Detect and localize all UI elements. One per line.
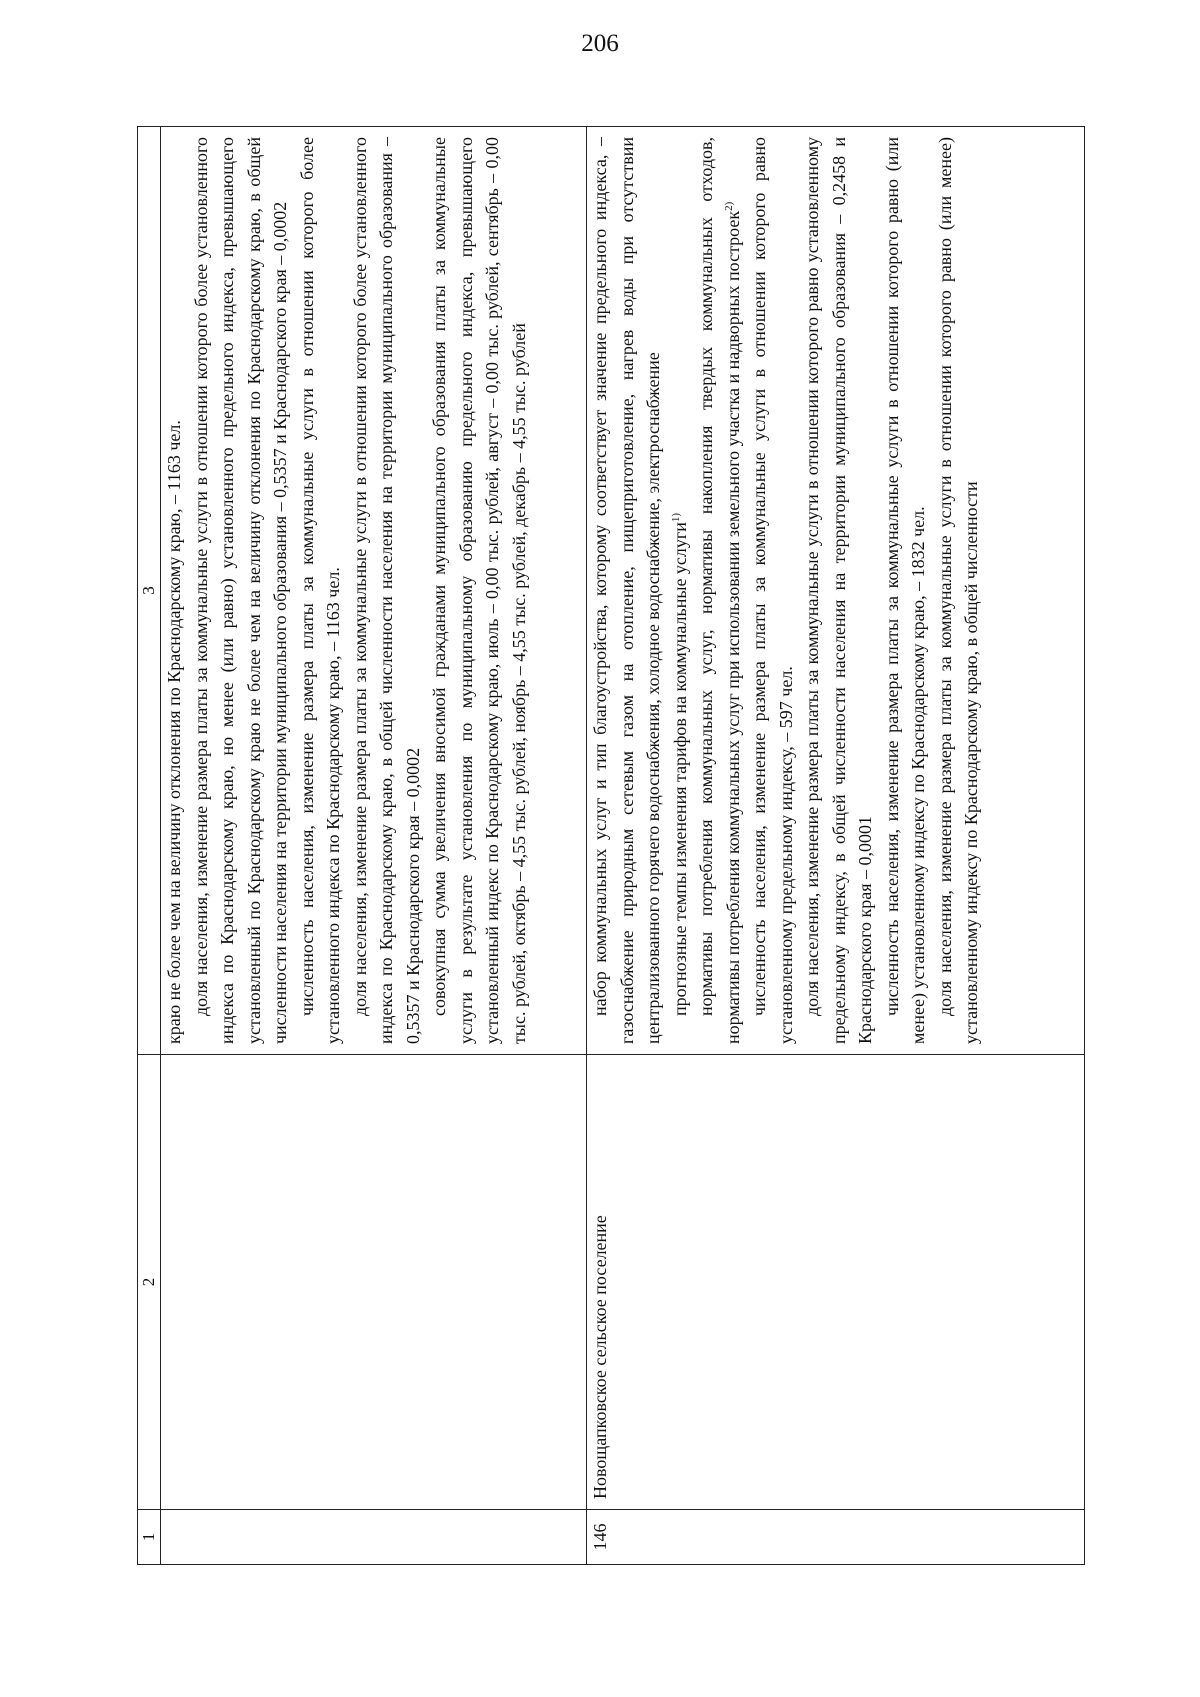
column-header-1: 1 (138, 1510, 161, 1565)
detail-paragraph: численность населения, изменение размера платы за коммунальные услуги в отношении которого более установленного индекса по Краснодарскому краю, – 1163 чел. (296, 137, 343, 1044)
detail-paragraph: набор коммунальных услуг и тип благоустройства, которому соответствует значение предельного индекса, – газоснабжение природным сетевым газом на отопление, пищеприготовление, нагрев воды при отсутствии централизованного горячего водоснабжения, холодное водоснабжение, электроснабжение (590, 137, 663, 1044)
table-header-row (138, 127, 161, 1565)
row-number-cell (161, 1510, 587, 1565)
table-row (161, 127, 587, 1565)
column-header-2: 2 (138, 1055, 161, 1510)
column-header-3: 3 (138, 127, 161, 1055)
detail-paragraph: краю не более чем на величину отклонения по Краснодарскому краю, – 1163 чел. (164, 420, 184, 1044)
detail-paragraph (667, 137, 694, 1044)
detail-paragraph: численность населения, изменение размера платы за коммунальные услуги в отношении которого равно (или менее) установленному индексу по Краснодарскому краю, – 1832 чел. (881, 137, 928, 1044)
table-row (587, 127, 1085, 1565)
municipality-name-cell (161, 1055, 587, 1510)
detail-paragraph: доля населения, изменение размера платы за коммунальные услуги в отношении которого более установленного индекса по Краснодарскому краю, в общей численности населения на территории муниципального образования – 0,5357 и Краснодарского края – 0,0002 (349, 137, 423, 1044)
rotated-table-wrapper (137, 127, 1085, 1565)
details-cell (587, 127, 1085, 1055)
footnote-marker: 1) (669, 512, 682, 523)
data-table (137, 126, 1085, 1565)
detail-paragraph: доля населения, изменение размера платы за коммунальные услуги в отношении которого более установленного индекса по Краснодарскому краю, но менее (или равно) установленного предельного индекса, превышающего установленный по Краснодарскому краю не более чем на величину отклонения по Краснодарскому краю, в общей численности населения на территории муниципального образования – 0,5357 и Краснодарского края – 0,0002 (190, 137, 290, 1044)
detail-paragraph: численность населения, изменение размера платы за коммунальные услуги в отношении которого равно установленному предельному индексу, – 597 чел. (749, 137, 796, 1044)
detail-paragraph-text: прогнозные темпы изменения тарифов на коммунальные услуги (669, 522, 690, 1016)
detail-paragraph: доля населения, изменение размера платы за коммунальные услуги в отношении которого равно установленному предельному индексу, в общей численности населения на территории муниципального образования – 0,2458 и Краснодарского края – 0,0001 (802, 137, 875, 1044)
municipality-name-cell: Новощапковское сельское поселение (587, 1055, 1085, 1510)
page-number: 206 (581, 30, 619, 57)
footnote-marker: 2) (722, 201, 735, 211)
detail-paragraph: совокупная сумма увеличения вносимой гражданами муниципального образования платы за коммунальные услуги в результате установления по муниципальному образованию предельного индекса, превышающего установленный индекс по Краснодарскому краю, июль – 0,00 тыс. рублей, август – 0,00 тыс. рублей, сентябрь – 0,00 тыс. рублей, октябрь – 4,55 тыс. рублей, ноябрь – 4,55 тыс. рублей, декабрь – 4,55 тыс. рублей (429, 137, 529, 1044)
detail-paragraph-text: нормативы потребления коммунальных услуг, нормативы накопления твердых коммунальных отходов, нормативы потребления коммунальных услуг при использовании земельного участка и надворных построек (696, 137, 743, 1044)
details-cell (161, 127, 587, 1055)
detail-paragraph: доля населения, изменение размера платы за коммунальные услуги в отношении которого равно (или менее) установленному индексу по Краснодарскому краю, в общей численности (934, 137, 981, 1044)
row-number-cell: 146 (587, 1510, 1085, 1565)
detail-paragraph (693, 137, 746, 1044)
